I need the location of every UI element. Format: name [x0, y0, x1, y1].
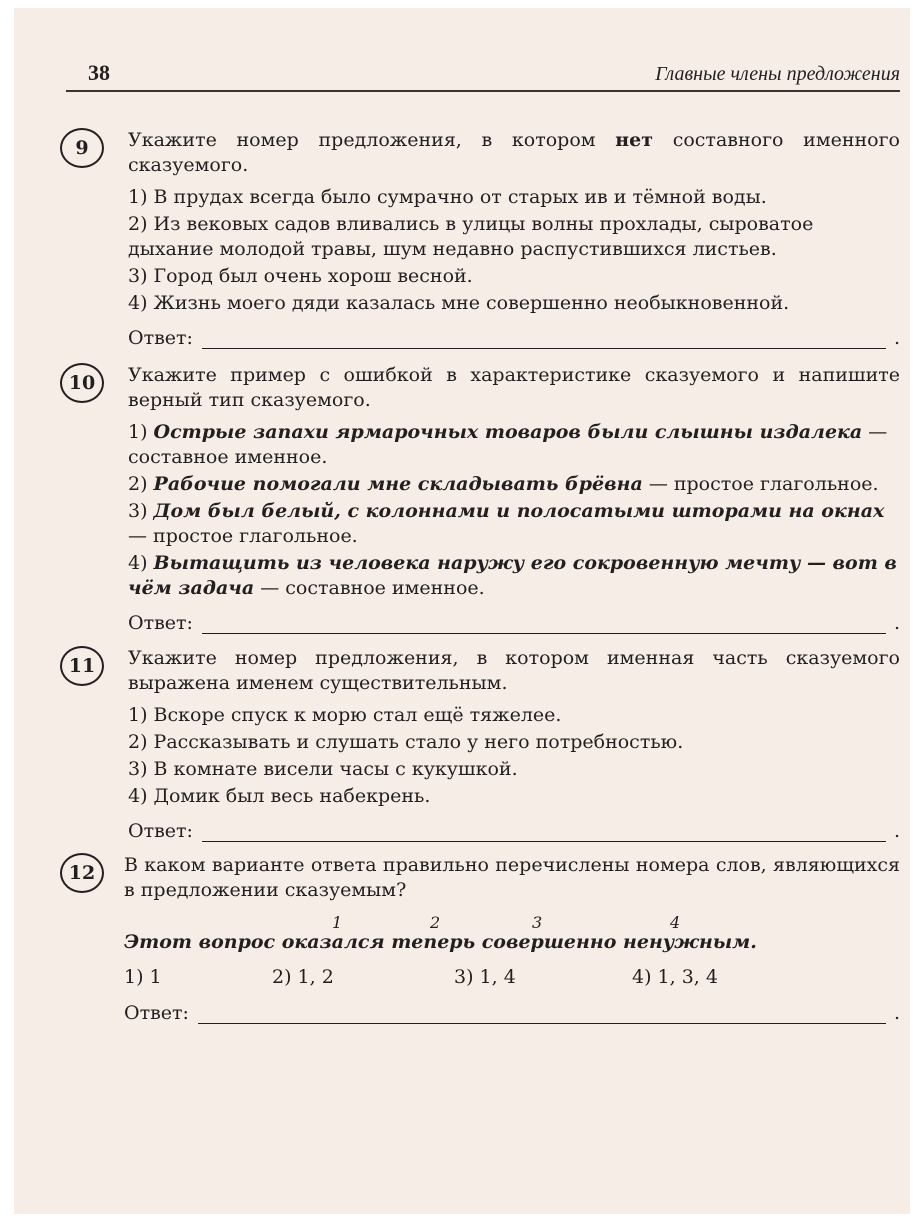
question-body	[128, 646, 900, 845]
workbook-page	[14, 8, 910, 1214]
question-text: Укажите пример с ошибкой в характеристике сказуемого и напишите верный тип сказуемого.	[128, 364, 900, 411]
answer-variant: 3) 1, 4	[454, 966, 516, 988]
question-body	[124, 853, 900, 1027]
answer-option: 3) Город был очень хорош весной.	[128, 265, 473, 287]
answer-option	[128, 551, 900, 601]
word-number: 4	[670, 913, 681, 932]
question-body	[128, 363, 900, 637]
question-number-badge: 9	[60, 128, 104, 168]
question-text	[128, 128, 900, 178]
answer-option: 3) В комнате висели часы с кукушкой.	[128, 758, 518, 780]
question-number-badge: 11	[60, 646, 104, 686]
answer-label: Ответ:	[128, 820, 193, 842]
answer-row	[128, 326, 900, 352]
question-text: Укажите номер предложения, в котором именная часть сказуемого выражена именем существительным.	[128, 647, 900, 694]
answer-blank[interactable]	[202, 633, 886, 634]
answer-option: 1) В прудах всегда было сумрачно от старых ив и тёмной воды.	[128, 186, 767, 208]
answer-option	[128, 499, 900, 549]
answer-period: .	[893, 1002, 900, 1024]
option-example: Вытащить из человека наружу его сокровенную мечту — вот в чём задача	[128, 552, 897, 599]
answer-label: Ответ:	[128, 327, 193, 349]
option-number: 1)	[128, 421, 154, 443]
word-number: 3	[532, 913, 543, 932]
answer-blank[interactable]	[202, 348, 886, 349]
question-number-badge: 10	[60, 363, 104, 403]
question-text-emphasis: нет	[615, 129, 654, 151]
answer-option: 4) Жизнь моего дяди казалась мне совершенно необыкновенной.	[128, 292, 790, 314]
option-example: Дом был белый, с колоннами и полосатыми шторами на окнах	[153, 500, 885, 522]
answer-label: Ответ:	[124, 1002, 189, 1024]
option-type: — составное именное.	[254, 577, 485, 599]
option-number: 3)	[128, 500, 154, 522]
page-header	[66, 56, 900, 92]
option-example: Острые запахи ярмарочных товаров были слышны издалека	[153, 421, 863, 443]
option-number: 2)	[128, 473, 154, 495]
word-numbers	[124, 910, 900, 930]
option-type: — составное именное.	[128, 421, 888, 468]
answer-option	[128, 472, 900, 497]
answer-option: 1) Вскоре спуск к морю стал ещё тяжелее.	[128, 704, 562, 726]
answer-period: .	[893, 612, 900, 634]
answer-option: 2) Рассказывать и слушать стало у него потребностью.	[128, 731, 684, 753]
answer-row	[128, 819, 900, 845]
question-body	[128, 128, 900, 352]
answer-period: .	[893, 327, 900, 349]
answer-option: 2) Из вековых садов вливались в улицы волны прохлады, сыроватое дыхание молодой травы, шум недавно распустившихся листьев.	[128, 213, 814, 260]
answer-variant: 4) 1, 3, 4	[632, 966, 718, 988]
word-number: 2	[430, 913, 441, 932]
question-text-part: составного именного сказуемого.	[128, 129, 900, 176]
option-number: 4)	[128, 552, 154, 574]
option-example: Рабочие помогали мне складывать брёвна	[153, 473, 643, 495]
option-type: — простое глагольное.	[128, 525, 358, 547]
answer-row	[128, 611, 900, 637]
answer-period: .	[893, 820, 900, 842]
answer-label: Ответ:	[128, 612, 193, 634]
question-number-badge: 12	[60, 853, 104, 893]
running-title: Главные члены предложения	[655, 63, 900, 85]
answer-variants	[124, 965, 900, 991]
answer-row	[124, 1001, 900, 1027]
word-number: 1	[332, 913, 343, 932]
example-sentence: Этот вопрос оказался теперь совершенно ненужным.	[124, 931, 757, 953]
question-text: В каком варианте ответа правильно перечислены номера слов, являющихся в предложении сказуемым?	[124, 854, 900, 901]
answer-variant: 1) 1	[124, 966, 162, 988]
answer-option	[128, 420, 900, 470]
answer-option: 4) Домик был весь набекрень.	[128, 785, 431, 807]
question-text-part: Укажите номер предложения, в котором	[128, 129, 616, 151]
answer-blank[interactable]	[198, 1023, 886, 1024]
option-type: — простое глагольное.	[642, 473, 879, 495]
answer-blank[interactable]	[202, 841, 886, 842]
page-number: 38	[88, 60, 110, 85]
answer-variant: 2) 1, 2	[272, 966, 334, 988]
